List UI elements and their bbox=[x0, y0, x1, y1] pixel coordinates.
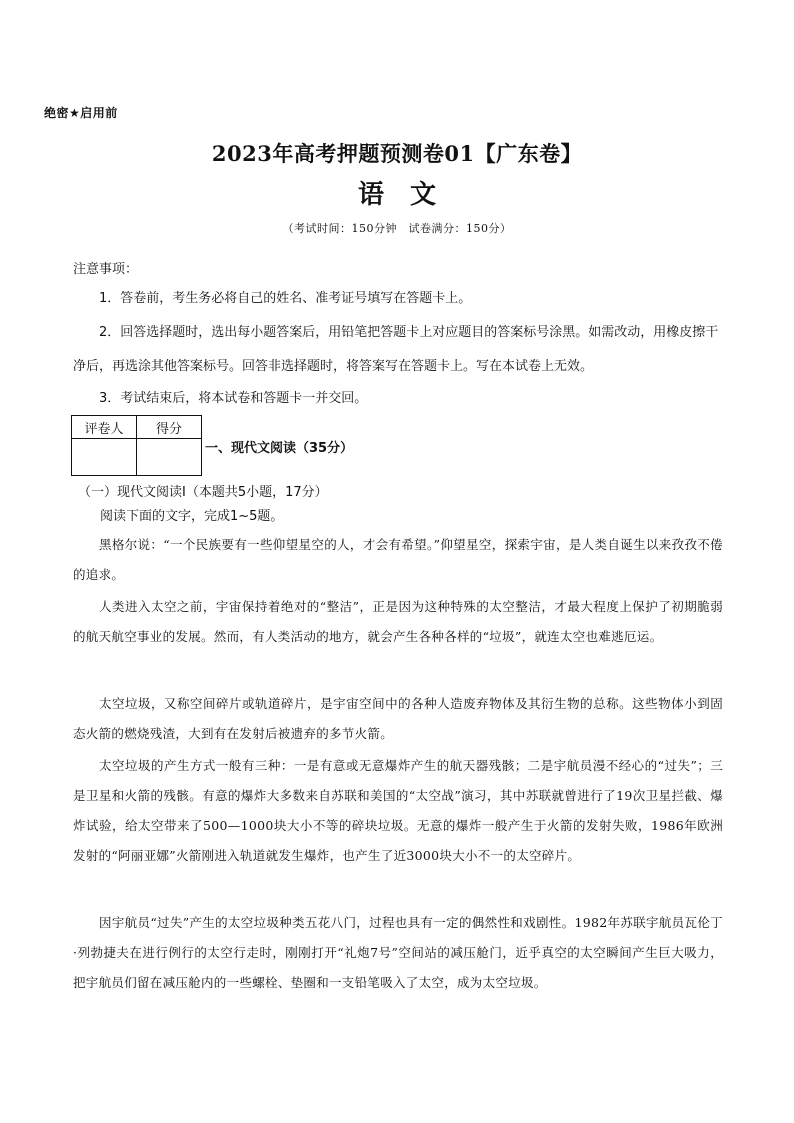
score-table-cell-score bbox=[137, 439, 202, 476]
score-table bbox=[71, 415, 202, 476]
notice-item: 3．考试结束后，将本试卷和答题卡一并交回。 bbox=[99, 391, 368, 406]
page-title: 2023年高考押题预测卷01【广东卷】 bbox=[211, 141, 583, 166]
exam-info: （考试时间：150分钟 试卷满分：150分） bbox=[282, 222, 512, 235]
passage-paragraph: 因宇航员“过失”产生的太空垃圾种类五花八门，过程也具有一定的偶然性和戏剧性。1982年苏联宇航员瓦伦丁·列勃捷夫在进行例行的太空行走时，刚刚打开“礼炮7号”空间站的减压舱门，近乎真空的太空瞬间产生巨大吸力，把宇航员们留在减压舱内的一些螺栓、垫圈和一支铅笔吸入了太空，成为太空垃圾。 bbox=[73, 915, 723, 990]
passage-paragraph: 黑格尔说：“一个民族要有一些仰望星空的人，才会有希望。”仰望星空，探索宇宙，是人类自诞生以来孜孜不倦的追求。 bbox=[73, 537, 723, 582]
confidential-label: 绝密★启用前 bbox=[44, 106, 118, 120]
notice-item: 2．回答选择题时，选出每小题答案后，用铅笔把答题卡上对应题目的答案标号涂黑。如需改动，用橡皮擦干净后，再选涂其他答案标号。回答非选择题时，将答案写在答题卡上。写在本试卷上无效。 bbox=[73, 325, 719, 374]
notice-item: 1．答卷前，考生务必将自己的姓名、准考证号填写在答题卡上。 bbox=[99, 291, 472, 306]
passage-paragraph: 太空垃圾，又称空间碎片或轨道碎片，是宇宙空间中的各种人造废弃物体及其衍生物的总称。这些物体小到固态火箭的燃烧残渣，大到有在发射后被遗弃的多节火箭。 bbox=[73, 696, 723, 741]
subject-title: 语文 bbox=[357, 180, 462, 210]
score-table-cell-grader bbox=[72, 439, 137, 476]
passage-paragraph: 人类进入太空之前，宇宙保持着绝对的“整洁”，正是因为这种特殊的太空整洁，才最大程度上保护了初期脆弱的航天航空事业的发展。然而，有人类活动的地方，就会产生各种各样的“垃圾”，就连太空也难逃厄运。 bbox=[73, 599, 723, 644]
section-title: 一、现代文阅读（35分） bbox=[205, 441, 354, 456]
score-table-header-score: 得分 bbox=[137, 416, 202, 439]
reading-instruction: 阅读下面的文字，完成1~5题。 bbox=[100, 509, 284, 524]
notice-title: 注意事项： bbox=[73, 262, 139, 277]
part-title: （一）现代文阅读Ⅰ（本题共5小题，17分） bbox=[78, 485, 328, 500]
passage-paragraph: 太空垃圾的产生方式一般有三种：一是有意或无意爆炸产生的航天器残骸；二是宇航员漫不经心的“过失”；三是卫星和火箭的残骸。有意的爆炸大多数来自苏联和美国的“太空战”演习，其中苏联就曾进行了19次卫星拦截、爆炸试验，给太空带来了500—1000块大小不等的碎块垃圾。无意的爆炸一般产生于火箭的发射失败，1986年欧洲发射的“阿丽亚娜”火箭刚进入轨道就发生爆炸，也产生了近3000块大小不一的太空碎片。 bbox=[73, 758, 723, 863]
score-table-header-grader: 评卷人 bbox=[72, 416, 137, 439]
